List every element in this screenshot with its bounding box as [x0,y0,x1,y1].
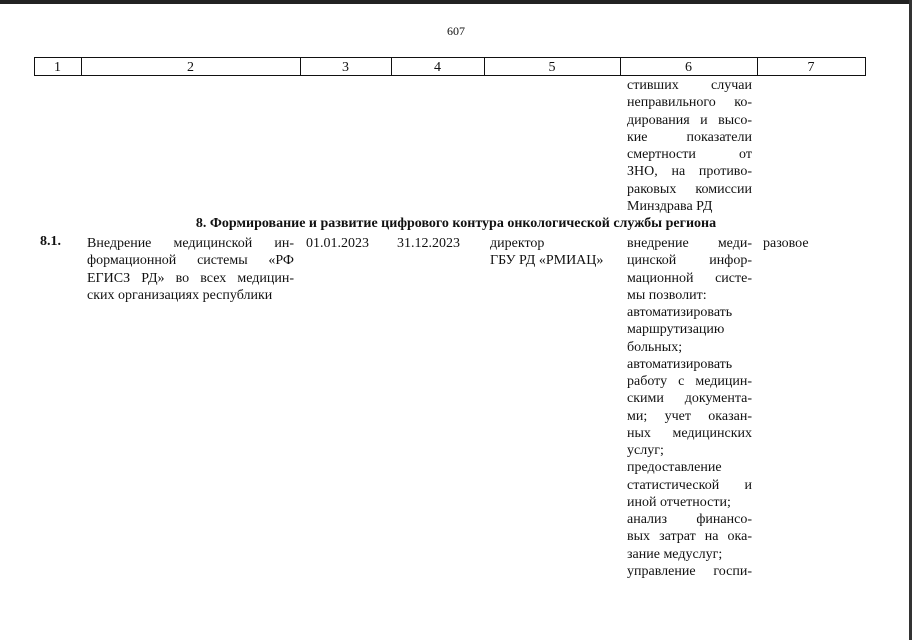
column-header-3: 3 [342,60,349,75]
text-line: формационной системы «РФ [87,253,294,269]
text-line: автоматизировать [627,356,733,372]
text-line: зание медуслуг; [627,546,723,562]
text-line: директор [490,236,545,251]
column-header-4: 4 [434,60,441,75]
column-header-6: 6 [685,60,692,75]
scan-top-edge [0,0,912,4]
text-line: ных медицинских [627,425,752,441]
text-line: мы позволит: [627,287,707,303]
measure-description [87,235,294,304]
text-line: иной отчетности; [627,494,731,510]
column-header-1: 1 [54,60,61,75]
text-line: ских организациях республики [87,287,273,303]
text-line: мационной систе- [627,270,752,286]
page-number: 607 [447,24,465,38]
expected-result [627,235,752,580]
row-number: 8.1. [40,234,61,249]
text-line: раковых комиссии [627,181,752,197]
text-line: ГБУ РД «РМИАЦ» [490,253,604,269]
column-header-5: 5 [548,60,556,75]
column-header-2: 2 [187,60,194,75]
text-line: анализ финансо- [627,512,752,527]
column-divider [865,57,866,76]
column-header-7: 7 [807,60,815,75]
text-line: работу с медицин- [627,374,752,389]
text-line: ЗНО, на противо- [627,164,752,180]
text-line: маршрутизацию [627,322,725,338]
text-line: стивших случаи [627,78,752,93]
periodicity: разовое [763,236,809,251]
text-line: внедрение меди- [627,236,752,251]
text-line: скими документа- [627,391,752,407]
end-date: 31.12.2023 [397,236,460,251]
text-line: дирования и высо- [627,112,752,128]
text-line: вых затрат на ока- [627,529,752,545]
text-line: Внедрение медицинской ин- [87,236,294,251]
text-line: предоставление [627,460,722,476]
text-line: цинской инфор- [627,253,752,269]
text-line: неправильного ко- [627,95,752,111]
text-line: автоматизировать [627,305,733,320]
responsible-executor [490,235,618,270]
continuation-result-text [627,77,752,215]
text-line: статистической и [627,477,752,493]
table-top-border [34,57,866,58]
section-title: 8. Формирование и развитие цифрового контура онкологической службы региона [195,216,717,231]
text-line: больных; [627,339,683,355]
text-line: смертности от [627,147,752,162]
start-date: 01.01.2023 [306,236,369,251]
text-line: ми; учет оказан- [627,408,752,424]
text-line: Минздрава РД [627,198,713,214]
text-line: кие показатели [627,129,752,145]
text-line: ЕГИСЗ РД» во всех медицин- [87,270,294,286]
text-line: управление госпи- [627,563,752,579]
text-line: услуг; [627,443,664,458]
